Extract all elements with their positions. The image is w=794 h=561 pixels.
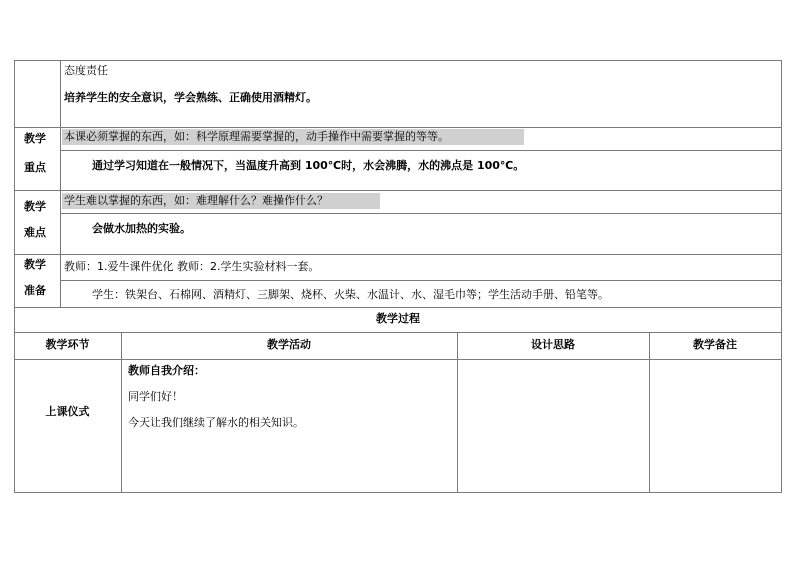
activity-line-3: 今天让我们继续了解水的相关知识。 — [128, 416, 304, 429]
process-column-divider — [121, 332, 122, 493]
difficult-points-label-2: 难点 — [24, 226, 46, 239]
label-column-divider — [60, 60, 61, 308]
key-points-label-1: 教学 — [24, 132, 46, 145]
row-divider — [14, 359, 782, 360]
header-stage: 教学环节 — [45, 338, 90, 351]
row-divider — [14, 254, 782, 255]
row-divider — [14, 190, 782, 191]
table-right-border — [781, 60, 782, 493]
process-title: 教学过程 — [376, 312, 420, 325]
row-divider — [60, 280, 782, 281]
table-top-border — [14, 60, 782, 61]
difficult-points-content: 会做水加热的实验。 — [92, 222, 191, 235]
difficult-points-label-1: 教学 — [24, 200, 46, 213]
header-design: 设计思路 — [531, 338, 575, 351]
header-notes: 教学备注 — [693, 338, 737, 351]
preparation-label-2: 准备 — [24, 284, 46, 297]
key-points-hint: 本课必须掌握的东西，如：科学原理需要掌握的，动手操作中需要掌握的等等。 — [64, 130, 449, 143]
activity-line-2: 同学们好！ — [128, 390, 183, 403]
attitude-text: 培养学生的安全意识，学会熟练、正确使用酒精灯。 — [64, 91, 317, 104]
stage-cell: 上课仪式 — [45, 405, 90, 418]
row-divider — [60, 213, 782, 214]
table-left-border — [14, 60, 15, 493]
row-divider — [14, 307, 782, 308]
key-points-label-2: 重点 — [24, 161, 46, 174]
table-bottom-border — [14, 492, 782, 493]
preparation-label-1: 教学 — [24, 258, 46, 271]
process-column-divider — [457, 332, 458, 493]
row-divider — [14, 127, 782, 128]
row-divider — [60, 150, 782, 151]
difficult-points-hint: 学生难以掌握的东西，如：难理解什么？难操作什么？ — [64, 194, 328, 207]
row-divider — [14, 332, 782, 333]
key-points-content: 通过学习知道在一般情况下，当温度升高到 100℃时，水会沸腾，水的沸点是 100℃。 — [92, 159, 525, 172]
preparation-teacher: 教师：1.爱牛课件优化 教师：2.学生实验材料一套。 — [64, 260, 320, 273]
attitude-title: 态度责任 — [64, 64, 108, 77]
process-column-divider — [649, 332, 650, 493]
activity-line-1: 教师自我介绍： — [128, 364, 205, 377]
header-activity: 教学活动 — [267, 338, 311, 351]
preparation-student: 学生：铁架台、石棉网、酒精灯、三脚架、烧杯、火柴、水温计、水、湿毛巾等；学生活动手册、铅笔等。 — [92, 288, 609, 301]
